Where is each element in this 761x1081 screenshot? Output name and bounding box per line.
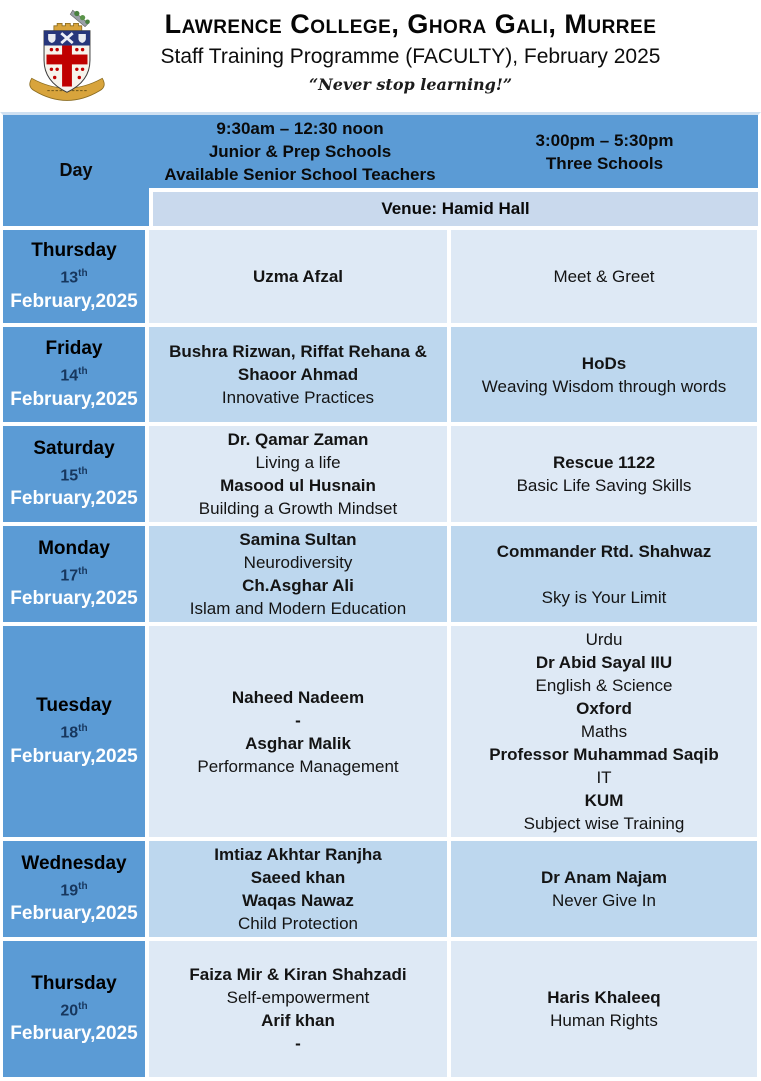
day-name: Tuesday [36,695,112,717]
venue-cell: Venue: Hamid Hall [149,192,761,230]
header-line: 9:30am – 12:30 noon [216,119,384,138]
title-block [60,0,761,94]
day-name: Thursday [31,240,117,262]
session-line: HoDs [581,353,627,373]
session-line: Bushra Rizwan, Riffat Rehana & Shaoor Ahmad [169,342,427,384]
session-line: Sky is Your Limit [541,587,667,607]
page-title: Lawrence College, Ghora Gali, Murree [164,9,657,39]
day-date: 17th [60,565,88,585]
afternoon-session-cell [451,941,761,1081]
morning-session-cell [149,327,451,426]
session-line: Child Protection [237,914,358,933]
header-line: Three Schools [545,153,664,173]
session-line: Masood ul Husnain [220,476,376,495]
day-name: Monday [38,537,110,559]
session-line: Self-empowerment [226,988,370,1007]
morning-session-cell [149,941,451,1081]
day-cell [0,841,149,941]
header-line: Junior & Prep Schools [208,142,392,161]
day-date: 15th [60,465,88,485]
session-line: Dr. Qamar Zaman [227,430,369,449]
session-line: Oxford [576,699,632,718]
session-line: Dr Anam Najam [541,868,667,887]
crest-cross-vertical [62,46,72,87]
day-name: Saturday [33,437,115,459]
session-line: Asghar Malik [245,733,351,753]
session-line: Islam and Modern Education [189,599,407,618]
session-line: Rescue 1122 [552,453,656,472]
afternoon-session-cell [451,230,761,327]
session-line: Naheed Nadeem [231,687,365,707]
afternoon-column-header [451,112,761,192]
afternoon-session-cell [451,327,761,426]
crest-leaf [80,15,85,20]
subtitle: Staff Training Programme (FACULTY), February 2025 [160,45,661,68]
day-month-year: February,2025 [10,588,138,610]
day-column-header: Day [0,112,149,230]
session-line: Subject wise Training [523,814,685,833]
day-name: Thursday [31,972,117,994]
session-line: - [295,710,301,730]
session-line: Saeed khan [250,868,346,887]
day-month-year: February,2025 [10,745,138,767]
day-cell [0,230,149,327]
day-date: 14th [60,366,88,385]
header-line: 3:00pm – 5:30pm [535,130,674,150]
day-cell [0,426,149,526]
afternoon-session-cell [451,626,761,841]
session-line: Building a Growth Mindset [198,499,398,518]
session-line: Uzma Afzal [252,267,344,286]
crest-cross-horizontal [47,55,88,65]
session-line: Maths [580,722,628,741]
day-name: Wednesday [21,852,127,874]
afternoon-session-cell [451,426,761,526]
day-date: 20th [60,1000,88,1020]
session-line: IT [596,768,612,787]
crest-leaf [85,19,90,24]
crest-leaf [74,11,79,16]
session-line: Haris Khaleeq [547,988,661,1007]
table-row [0,941,761,1081]
session-line: Urdu [585,630,623,649]
day-month-year: February,2025 [10,1023,138,1045]
tagline: “Never stop learning!” [308,75,513,94]
day-month-year: February,2025 [10,388,138,410]
session-line: Samina Sultan [239,530,357,549]
morning-session-cell [149,841,451,941]
day-month-year: February,2025 [10,290,138,312]
day-month-year: February,2025 [10,903,138,925]
session-line: Human Rights [550,1011,658,1030]
table-row [0,230,761,327]
day-name: Friday [45,338,103,360]
session-line: Commander Rtd. Shahwaz [496,541,712,561]
schedule-table [0,112,761,1081]
table-row [0,526,761,626]
session-line [455,563,753,586]
header-line: Available Senior School Teachers [164,165,436,184]
day-cell [0,327,149,426]
college-crest-icon [26,7,108,107]
session-line: Professor Muhammad Saqib [489,745,719,764]
day-month-year: February,2025 [10,488,138,510]
day-date: 13th [60,268,88,287]
table-header-row [0,112,761,192]
day-cell [0,626,149,841]
session-line: Weaving Wisdom through words [481,376,727,396]
session-line: Waqas Nawaz [242,891,354,910]
day-cell [0,941,149,1081]
session-line: Arif khan [261,1011,335,1030]
morning-session-cell [149,526,451,626]
afternoon-session-cell [451,526,761,626]
morning-session-cell [149,426,451,526]
session-line: Performance Management [197,756,399,776]
session-line: Basic Life Saving Skills [516,476,692,495]
morning-column-header [149,112,451,192]
session-line: Meet & Greet [553,267,655,286]
day-date: 18th [60,723,88,742]
day-cell [0,526,149,626]
session-line: Dr Abid Sayal IIU [535,653,673,672]
session-line: - [295,1034,301,1053]
document-header [0,0,761,112]
morning-session-cell [149,626,451,841]
session-line: Imtiaz Akhtar Ranjha [214,845,382,864]
day-date: 19th [60,880,88,900]
session-line: Innovative Practices [221,388,375,407]
session-line: Neurodiversity [243,553,353,572]
session-line: Never Give In [552,891,656,910]
table-row [0,327,761,426]
session-line: KUM [584,791,624,810]
session-line: English & Science [535,676,673,695]
morning-session-cell [149,230,451,327]
table-row [0,426,761,526]
session-line: Faiza Mir & Kiran Shahzadi [189,965,407,984]
table-row [0,841,761,941]
session-line: Ch.Asghar Ali [242,576,354,595]
afternoon-session-cell [451,841,761,941]
session-line: Living a life [255,453,341,472]
table-row [0,626,761,841]
